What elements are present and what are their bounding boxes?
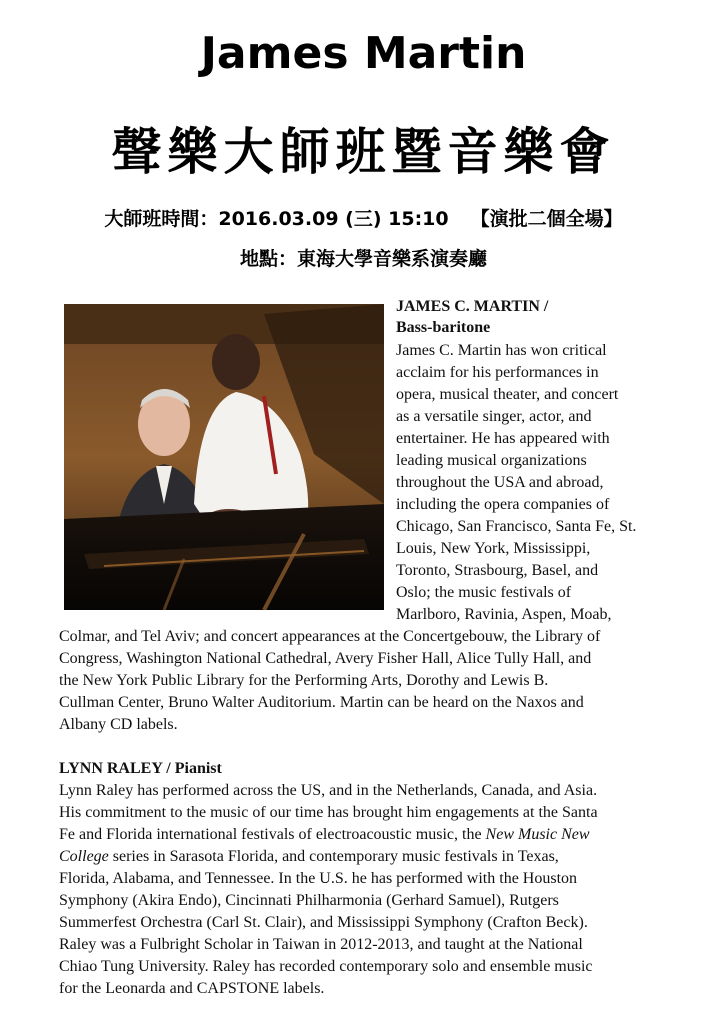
publication-title: New Music New [485,826,590,843]
bio-james-line: Louis, New York, Mississippi, [396,540,591,557]
bio-james-line: acclaim for his performances in [396,364,599,381]
bio-james-line: throughout the USA and abroad, [396,474,604,491]
bio-james-line: leading musical organizations [396,452,587,469]
bio-james-line: opera, musical theater, and concert [396,386,619,403]
time-label: 大師班時間：2016.03.09 (三) 15:10 [104,208,449,230]
publication-title: College [59,848,109,865]
event-title-zh: 聲樂大師班暨音樂會 [111,122,616,181]
bio-james-line: Colmar, and Tel Aviv; and concert appearances at the Concertgebouw, the Library of [59,628,601,645]
time-note: 【演批二個全場】 [470,208,623,230]
bio-lynn-heading: LYNN RALEY / Pianist [59,760,222,777]
bio-james-heading [396,296,676,338]
bio-lynn-line: Lynn Raley has performed across the US, and in the Netherlands, Canada, and Asia. [59,782,598,799]
bio-james-line: entertainer. He has appeared with [396,430,610,447]
bio-lynn-line: Raley was a Fulbright Scholar in Taiwan in 2012-2013, and taught at the National [59,936,583,953]
bio-james-name: JAMES C. MARTIN / [396,298,549,315]
bio-james-role: Bass-baritone [396,319,491,336]
bio-james-line: Congress, Washington National Cathedral, Avery Fisher Hall, Alice Tully Hall, and [59,650,592,667]
performers-photo-illustration [64,304,384,610]
bio-james-line: the New York Public Library for the Performing Arts, Dorothy and Lewis B. [59,672,549,689]
bio-james-line: including the opera companies of [396,496,610,513]
bio-james-line: Cullman Center, Bruno Walter Auditorium. Martin can be heard on the Naxos and [59,694,584,711]
bio-james-line: Toronto, Strasbourg, Basel, and [396,562,599,579]
bio-james-line: Oslo; the music festivals of [396,584,572,601]
page-title: James Martin [200,28,527,79]
bio-james-line: Albany CD labels. [59,716,178,733]
masterclass-time [0,204,727,231]
bio-lynn-text [59,780,671,1000]
bio-lynn-line: Symphony (Akira Endo), Cincinnati Philharmonia (Gerhard Samuel), Rutgers [59,892,559,909]
bio-lynn-line: Florida, Alabama, and Tennessee. In the U.S. he has performed with the Houston [59,870,578,887]
bio-lynn-line: His commitment to the music of our time has brought him engagements at the Santa [59,804,598,821]
bio-james-line: Chicago, San Francisco, Santa Fe, St. [396,518,637,535]
bio-james-line: James C. Martin has won critical [396,342,607,359]
bio-lynn-line: Summerfest Orchestra (Carl St. Clair), and Mississippi Symphony (Crafton Beck). [59,914,588,931]
bio-james-full-width-text [59,626,671,736]
bio-lynn-line [59,824,671,846]
bio-lynn-text-segment: series in Sarasota Florida, and contemporary music festivals in Texas, [108,848,559,865]
bio-james-wrapped-text [396,340,666,626]
bio-james-line: as a versatile singer, actor, and [396,408,592,425]
performers-photo [64,304,384,610]
bio-lynn-line: Chiao Tung University. Raley has recorded contemporary solo and ensemble music [59,958,593,975]
bio-lynn-line [59,846,671,868]
bio-lynn-text-segment: Fe and Florida international festivals of electroacoustic music, the [59,826,486,843]
bio-lynn-line: for the Leonarda and CAPSTONE labels. [59,980,325,997]
venue: 地點：東海大學音樂系演奏廳 [239,248,487,270]
bio-james-line: Marlboro, Ravinia, Aspen, Moab, [396,606,612,623]
